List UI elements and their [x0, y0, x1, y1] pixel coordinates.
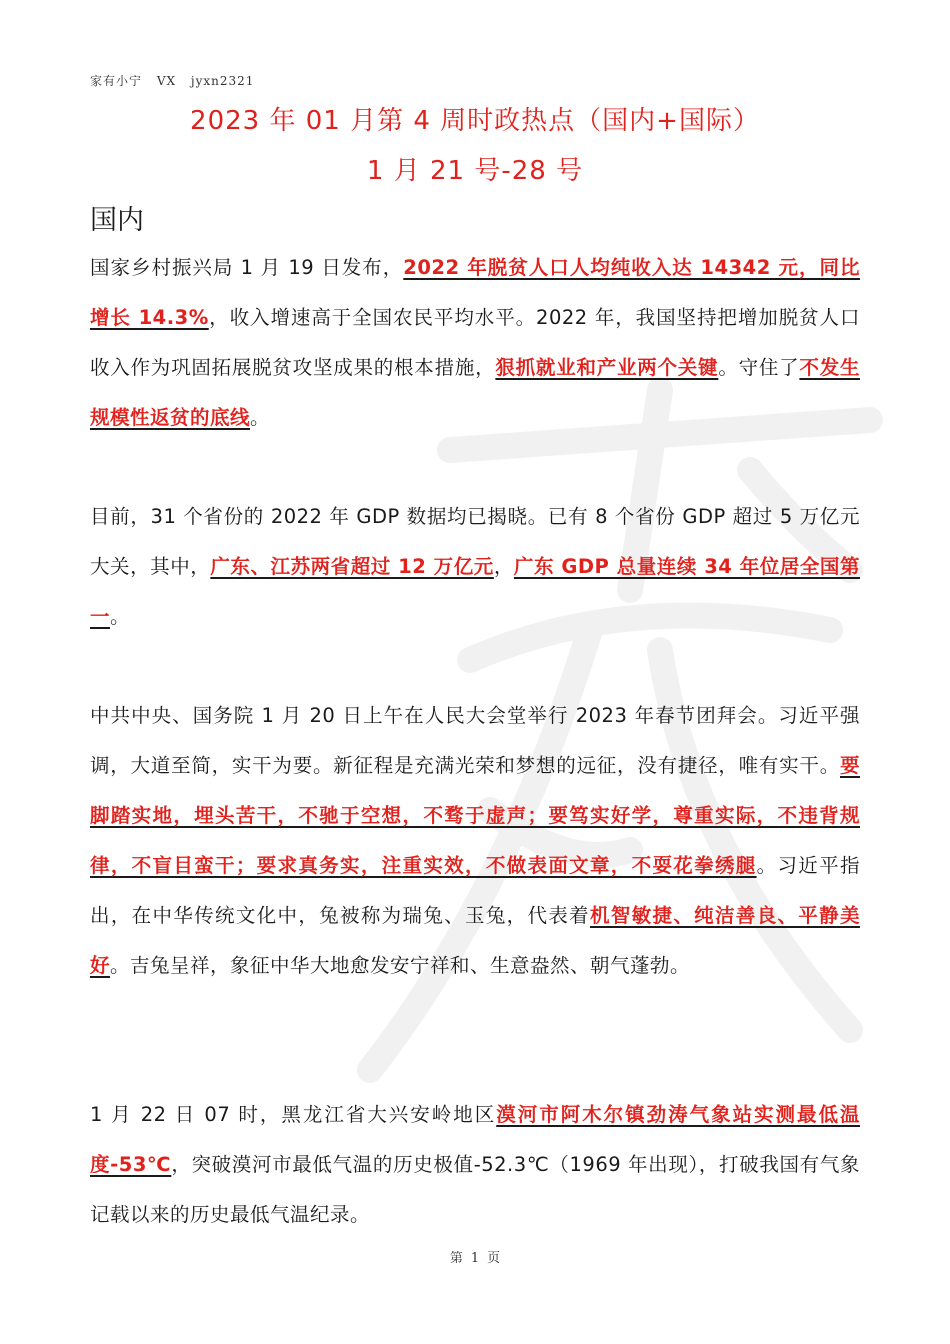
paragraph-text: 。 [110, 605, 131, 628]
page-title: 2023 年 01 月第 4 周时政热点（国内+国际） [190, 106, 760, 136]
highlight-text: 广东 GDP 总量连续 34 年位居全国第一 [90, 555, 860, 628]
paragraph-text: 中共中央、国务院 1 月 20 日上午在人民大会堂举行 2023 年春节团拜会。习近平强调，大道至简，实干为要。新征程是充满光荣和梦想的远征，没有捷径，唯有实干。 [90, 704, 860, 777]
paragraph-text: 国家乡村振兴局 1 月 19 日发布， [90, 256, 404, 279]
highlight-text: 要脚踏实地，埋头苦干，不驰于空想，不骛于虚声；要笃实好学，尊重实际，不违背规律，不盲目蛮干；要求真务实，注重实效，不做表面文章，不耍花拳绣腿 [90, 754, 860, 877]
paragraph-text: 1 月 22 日 07 时，黑龙江省大兴安岭地区 [90, 1103, 497, 1126]
author-name: 家有小宁 [90, 74, 143, 88]
page-number: 1 [470, 1251, 480, 1266]
paragraph-text: 。吉兔呈祥，象征中华大地愈发安宁祥和、生意盎然、朝气蓬勃。 [110, 954, 691, 977]
page-footer [0, 1247, 950, 1266]
paragraph-text: ， [493, 555, 514, 578]
section-heading-domestic: 国内 [90, 205, 144, 236]
paragraph-text: 。习近平指出，在中华传统文化中，兔被称为瑞兔、玉兔，代表着 [90, 854, 860, 927]
news-paragraph [90, 243, 860, 443]
news-paragraph [90, 1090, 860, 1240]
highlight-text: 漠河市阿木尔镇劲涛气象站实测最低温度-53℃ [90, 1103, 860, 1176]
page-subtitle-date-range: 1 月 21 号-28 号 [366, 156, 584, 186]
paragraph-text: ，突破漠河市最低气温的历史极值-52.3℃（1969 年出现），打破我国有气象记载以来的历史最低气温纪录。 [90, 1153, 861, 1226]
paragraph-text: ，收入增速高于全国农民平均水平。2022 年，我国坚持把增加脱贫人口收入作为巩固拓展脱贫攻坚成果的根本措施， [90, 306, 860, 379]
paragraph-text: 。 [250, 406, 271, 429]
highlight-text: 广东、江苏两省超过 12 万亿元 [210, 555, 494, 578]
highlight-text: 机智敏捷、纯洁善良、平静美好 [90, 904, 860, 977]
news-paragraph [90, 492, 860, 642]
header-note [90, 72, 264, 89]
highlight-text: 2022 年脱贫人口人均纯收入达 14342 元，同比增长 14.3% [90, 256, 861, 329]
news-paragraph [90, 691, 860, 991]
vx-label: VX [156, 74, 177, 88]
highlight-text: 狠抓就业和产业两个关键 [495, 356, 719, 379]
paragraph-text: 目前，31 个省份的 2022 年 GDP 数据均已揭晓。已有 8 个省份 GDP 超过 5 万亿元大关，其中， [90, 505, 860, 578]
paragraph-text: 。守住了 [718, 356, 800, 379]
page-number-prefix: 第 [449, 1251, 463, 1266]
vx-id: jyxn2321 [190, 74, 255, 88]
page-number-suffix: 页 [487, 1251, 501, 1266]
highlight-text: 不发生规模性返贫的底线 [90, 356, 860, 429]
